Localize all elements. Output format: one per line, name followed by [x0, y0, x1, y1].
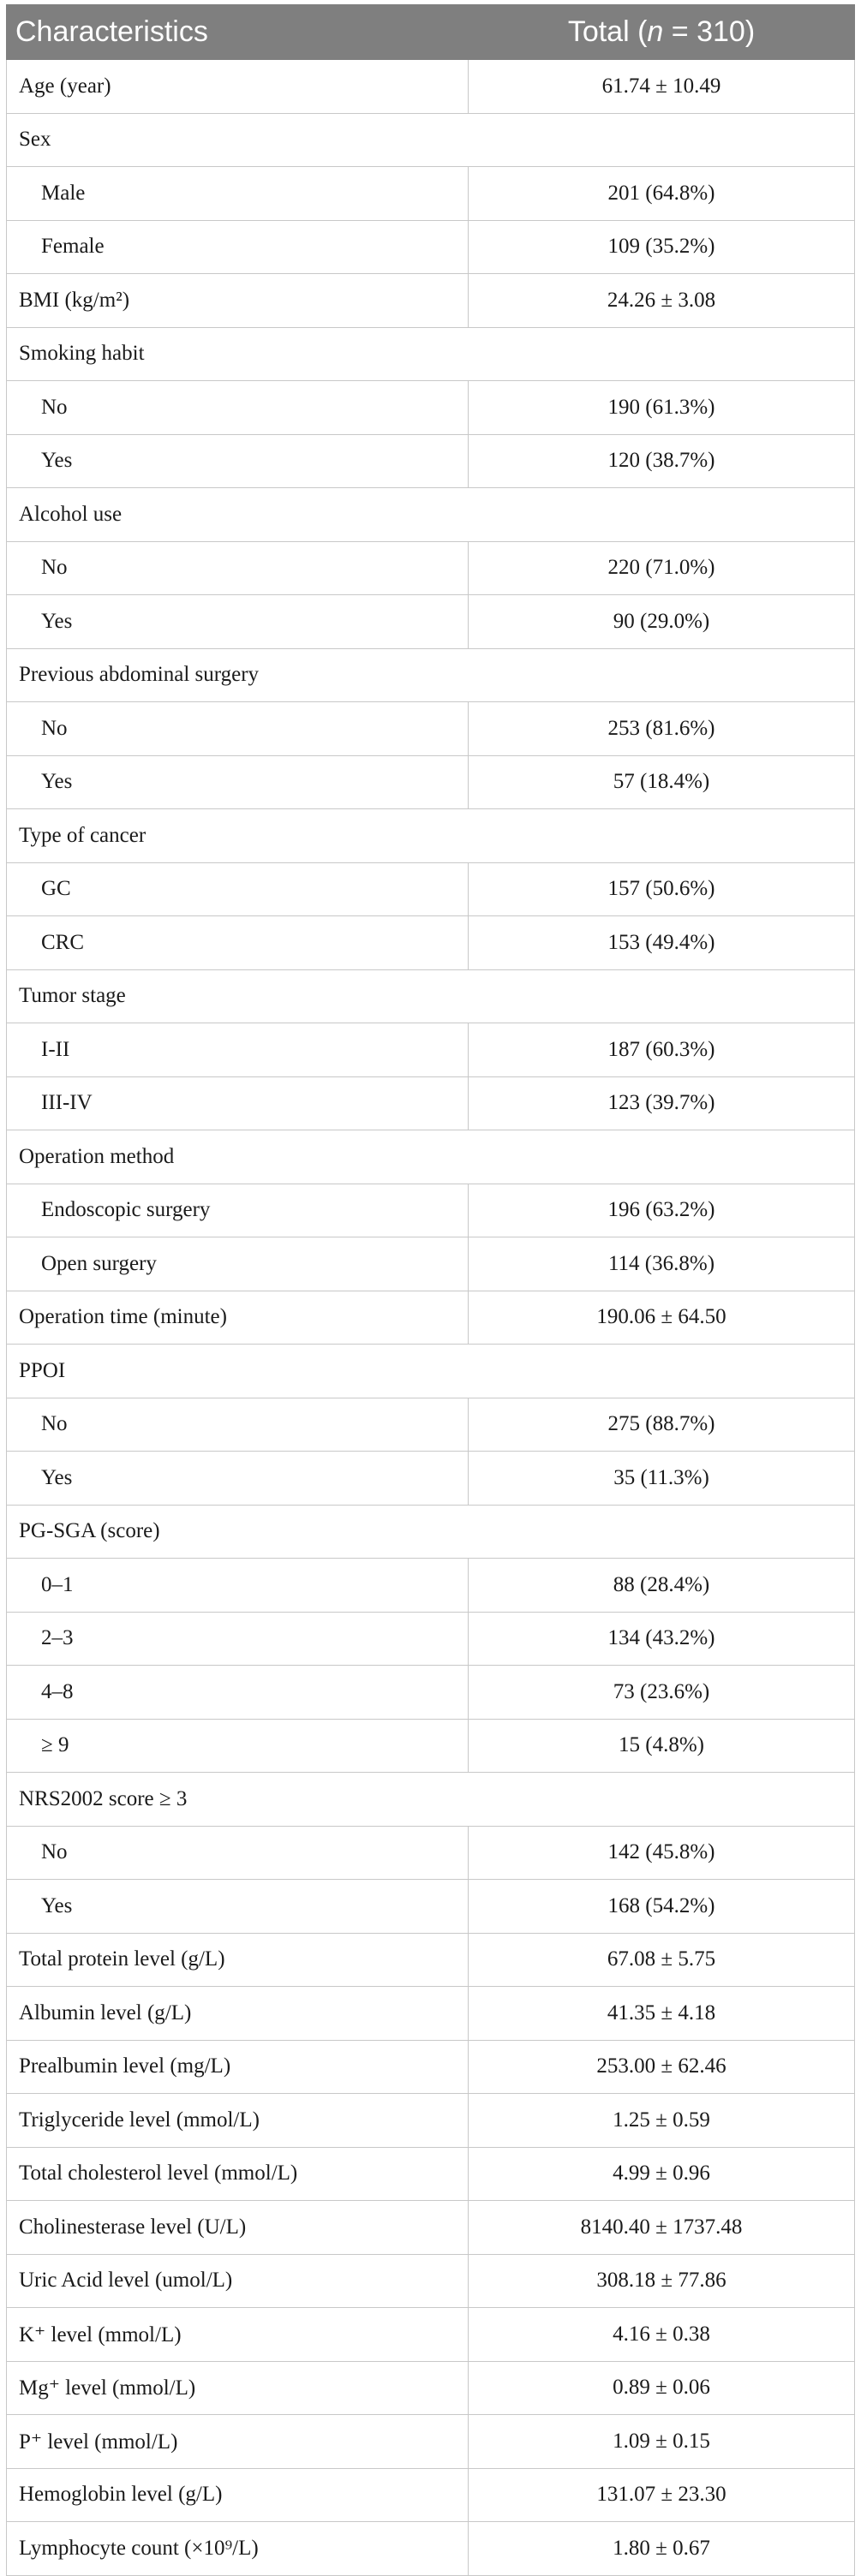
row-label: Mg⁺ level (mmol/L)	[7, 2361, 469, 2415]
table-row	[7, 1023, 855, 1077]
table-row	[7, 1933, 855, 1987]
table-row	[7, 1076, 855, 1130]
table-row	[7, 2254, 855, 2308]
table-row	[7, 1987, 855, 2041]
table-group-row	[7, 1505, 855, 1559]
row-label: No	[7, 381, 469, 435]
table-header-row	[7, 5, 855, 60]
row-value: 187 (60.3%)	[469, 1023, 855, 1077]
row-value: 153 (49.4%)	[469, 916, 855, 970]
row-value: 308.18 ± 77.86	[469, 2254, 855, 2308]
table-row	[7, 1666, 855, 1720]
row-label: I-II	[7, 1023, 469, 1077]
table-row	[7, 434, 855, 488]
table-row	[7, 220, 855, 274]
table-row	[7, 755, 855, 809]
table-row	[7, 274, 855, 328]
row-value: 253.00 ± 62.46	[469, 2040, 855, 2094]
row-value: 61.74 ± 10.49	[469, 60, 855, 114]
table-row	[7, 2361, 855, 2415]
row-label: Prealbumin level (mg/L)	[7, 2040, 469, 2094]
row-label: Female	[7, 220, 469, 274]
row-value: 114 (36.8%)	[469, 1237, 855, 1291]
row-value: 4.16 ± 0.38	[469, 2308, 855, 2362]
table-group-row	[7, 113, 855, 167]
table-row	[7, 1291, 855, 1345]
row-label: 0–1	[7, 1559, 469, 1613]
row-label: BMI (kg/m²)	[7, 274, 469, 328]
table-row	[7, 167, 855, 221]
group-label: Smoking habit	[7, 327, 855, 381]
row-value: 196 (63.2%)	[469, 1184, 855, 1237]
header-total	[469, 5, 855, 60]
row-label: Total protein level (g/L)	[7, 1933, 469, 1987]
table-row	[7, 916, 855, 970]
row-value: 157 (50.6%)	[469, 862, 855, 916]
table-row	[7, 2147, 855, 2201]
row-value: 8140.40 ± 1737.48	[469, 2201, 855, 2255]
table-row	[7, 381, 855, 435]
row-label: Uric Acid level (umol/L)	[7, 2254, 469, 2308]
table-group-row	[7, 969, 855, 1023]
row-value: 88 (28.4%)	[469, 1559, 855, 1613]
row-label: ≥ 9	[7, 1719, 469, 1773]
header-total-n: n	[647, 15, 664, 48]
row-label: Total cholesterol level (mmol/L)	[7, 2147, 469, 2201]
row-value: 168 (54.2%)	[469, 1880, 855, 1934]
row-label: III-IV	[7, 1076, 469, 1130]
group-label: NRS2002 score ≥ 3	[7, 1773, 855, 1827]
row-label: Operation time (minute)	[7, 1291, 469, 1345]
row-value: 120 (38.7%)	[469, 434, 855, 488]
row-label: Male	[7, 167, 469, 221]
table-row	[7, 1452, 855, 1506]
table-group-row	[7, 327, 855, 381]
row-value: 201 (64.8%)	[469, 167, 855, 221]
header-total-prefix: Total (	[567, 15, 648, 48]
table-row	[7, 1880, 855, 1934]
row-label: Age (year)	[7, 60, 469, 114]
table-group-row	[7, 1773, 855, 1827]
row-value: 220 (71.0%)	[469, 541, 855, 595]
row-label: Open surgery	[7, 1237, 469, 1291]
group-label: PG-SGA (score)	[7, 1505, 855, 1559]
row-label: Yes	[7, 595, 469, 649]
group-label: PPOI	[7, 1345, 855, 1398]
row-value: 109 (35.2%)	[469, 220, 855, 274]
table-row	[7, 2522, 855, 2576]
row-label: GC	[7, 862, 469, 916]
row-label: Lymphocyte count (×10⁹/L)	[7, 2522, 469, 2576]
row-value: 142 (45.8%)	[469, 1826, 855, 1880]
row-value: 1.09 ± 0.15	[469, 2415, 855, 2469]
table-row	[7, 2308, 855, 2362]
row-value: 190 (61.3%)	[469, 381, 855, 435]
group-label: Type of cancer	[7, 809, 855, 863]
table-row	[7, 541, 855, 595]
table-row	[7, 1612, 855, 1666]
table-row	[7, 862, 855, 916]
row-label: K⁺ level (mmol/L)	[7, 2308, 469, 2362]
group-label: Sex	[7, 113, 855, 167]
row-label: Cholinesterase level (U/L)	[7, 2201, 469, 2255]
row-label: No	[7, 541, 469, 595]
row-value: 35 (11.3%)	[469, 1452, 855, 1506]
header-total-suffix: = 310)	[663, 15, 756, 48]
table-row	[7, 1559, 855, 1613]
table-row	[7, 2201, 855, 2255]
row-label: Triglyceride level (mmol/L)	[7, 2094, 469, 2148]
table-row	[7, 2040, 855, 2094]
row-value: 134 (43.2%)	[469, 1612, 855, 1666]
table-row	[7, 1398, 855, 1452]
row-value: 0.89 ± 0.06	[469, 2361, 855, 2415]
row-value: 131.07 ± 23.30	[469, 2468, 855, 2522]
row-value: 1.80 ± 0.67	[469, 2522, 855, 2576]
row-label: Endoscopic surgery	[7, 1184, 469, 1237]
row-label: 4–8	[7, 1666, 469, 1720]
group-label: Operation method	[7, 1130, 855, 1184]
characteristics-table	[6, 4, 855, 2576]
row-label: No	[7, 1826, 469, 1880]
row-label: No	[7, 702, 469, 756]
table-row	[7, 595, 855, 649]
row-value: 41.35 ± 4.18	[469, 1987, 855, 2041]
table-row	[7, 702, 855, 756]
row-label: Yes	[7, 1452, 469, 1506]
table-row	[7, 2415, 855, 2469]
row-value: 24.26 ± 3.08	[469, 274, 855, 328]
group-label: Previous abdominal surgery	[7, 648, 855, 702]
row-value: 57 (18.4%)	[469, 755, 855, 809]
row-value: 67.08 ± 5.75	[469, 1933, 855, 1987]
table-row	[7, 2468, 855, 2522]
row-label: CRC	[7, 916, 469, 970]
table-group-row	[7, 1345, 855, 1398]
table-row	[7, 1237, 855, 1291]
group-label: Tumor stage	[7, 969, 855, 1023]
table-body	[7, 60, 855, 2576]
row-label: Hemoglobin level (g/L)	[7, 2468, 469, 2522]
header-characteristics: Characteristics	[7, 5, 469, 60]
row-value: 1.25 ± 0.59	[469, 2094, 855, 2148]
row-label: Yes	[7, 1880, 469, 1934]
row-value: 90 (29.0%)	[469, 595, 855, 649]
row-label: Yes	[7, 434, 469, 488]
table-group-row	[7, 648, 855, 702]
table-group-row	[7, 809, 855, 863]
row-value: 123 (39.7%)	[469, 1076, 855, 1130]
row-label: Yes	[7, 755, 469, 809]
row-value: 275 (88.7%)	[469, 1398, 855, 1452]
row-label: No	[7, 1398, 469, 1452]
row-value: 4.99 ± 0.96	[469, 2147, 855, 2201]
table-row	[7, 1826, 855, 1880]
table-row	[7, 60, 855, 114]
table-row	[7, 2094, 855, 2148]
row-value: 253 (81.6%)	[469, 702, 855, 756]
row-value: 15 (4.8%)	[469, 1719, 855, 1773]
row-label: Albumin level (g/L)	[7, 1987, 469, 2041]
table-row	[7, 1719, 855, 1773]
row-label: 2–3	[7, 1612, 469, 1666]
table-group-row	[7, 488, 855, 542]
row-value: 190.06 ± 64.50	[469, 1291, 855, 1345]
row-value: 73 (23.6%)	[469, 1666, 855, 1720]
row-label: P⁺ level (mmol/L)	[7, 2415, 469, 2469]
group-label: Alcohol use	[7, 488, 855, 542]
table-row	[7, 1184, 855, 1237]
table-group-row	[7, 1130, 855, 1184]
